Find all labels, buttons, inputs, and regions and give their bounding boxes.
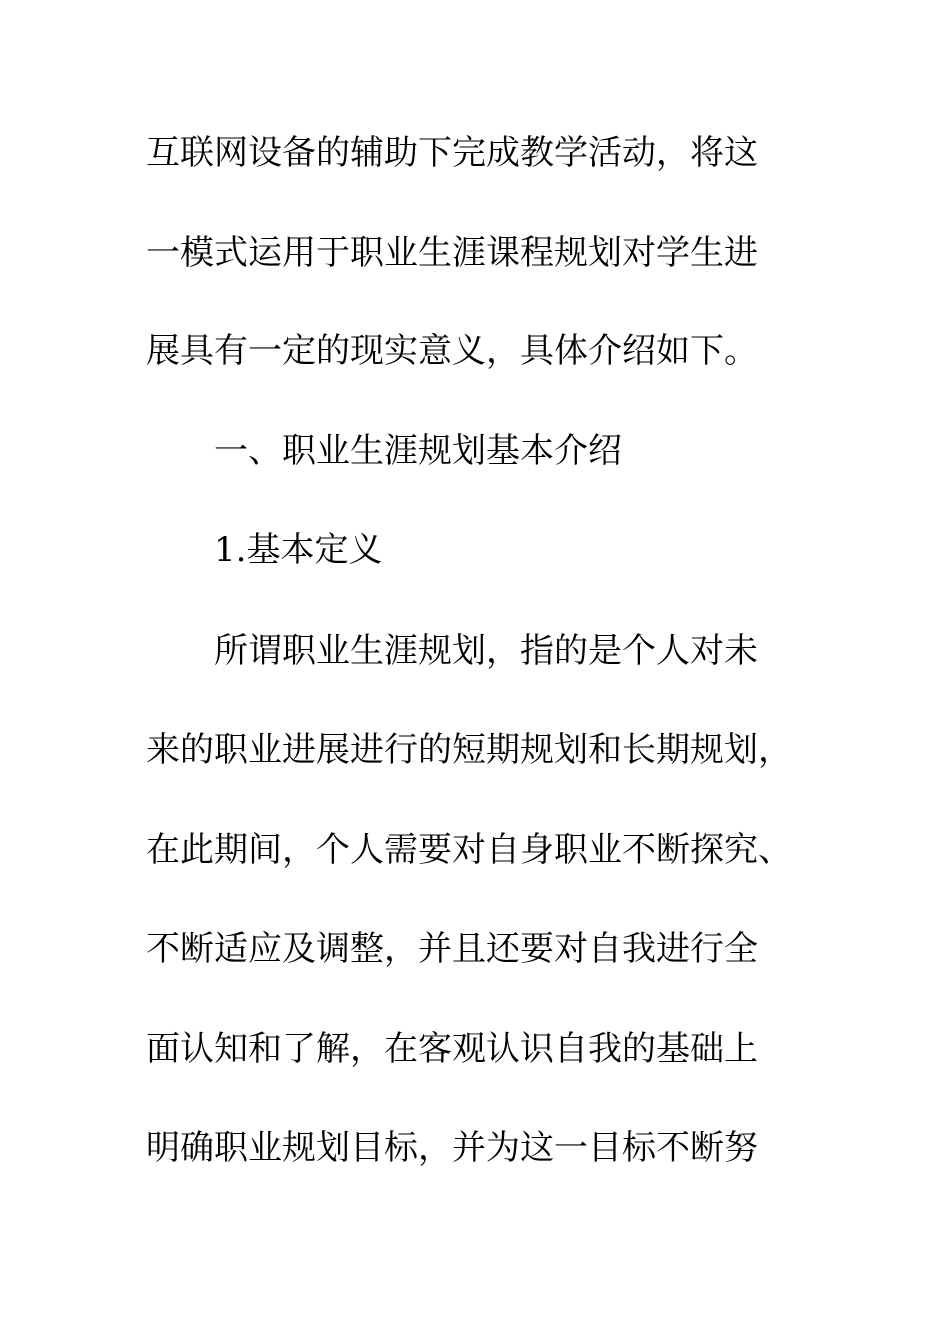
- paragraph-line: 来的职业进展进行的短期规划和长期规划，: [146, 730, 792, 770]
- section-heading: 一、职业生涯规划基本介绍: [214, 431, 622, 471]
- paragraph-line: 展具有一定的现实意义，具体介绍如下。: [146, 331, 758, 371]
- paragraph-line: 面认知和了解，在客观认识自我的基础上: [146, 1029, 758, 1069]
- paragraph-line: 不断适应及调整，并且还要对自我进行全: [146, 929, 758, 969]
- paragraph-line: 在此期间，个人需要对自身职业不断探究、: [146, 830, 792, 870]
- paragraph-line: 一模式运用于职业生涯课程规划对学生进: [146, 233, 758, 273]
- paragraph-line: 互联网设备的辅助下完成教学活动，将这: [146, 133, 758, 173]
- paragraph-line: 明确职业规划目标，并为这一目标不断努: [146, 1128, 758, 1168]
- paragraph-line: 所谓职业生涯规划，指的是个人对未: [214, 631, 758, 671]
- subsection-heading: 1.基本定义: [214, 530, 383, 570]
